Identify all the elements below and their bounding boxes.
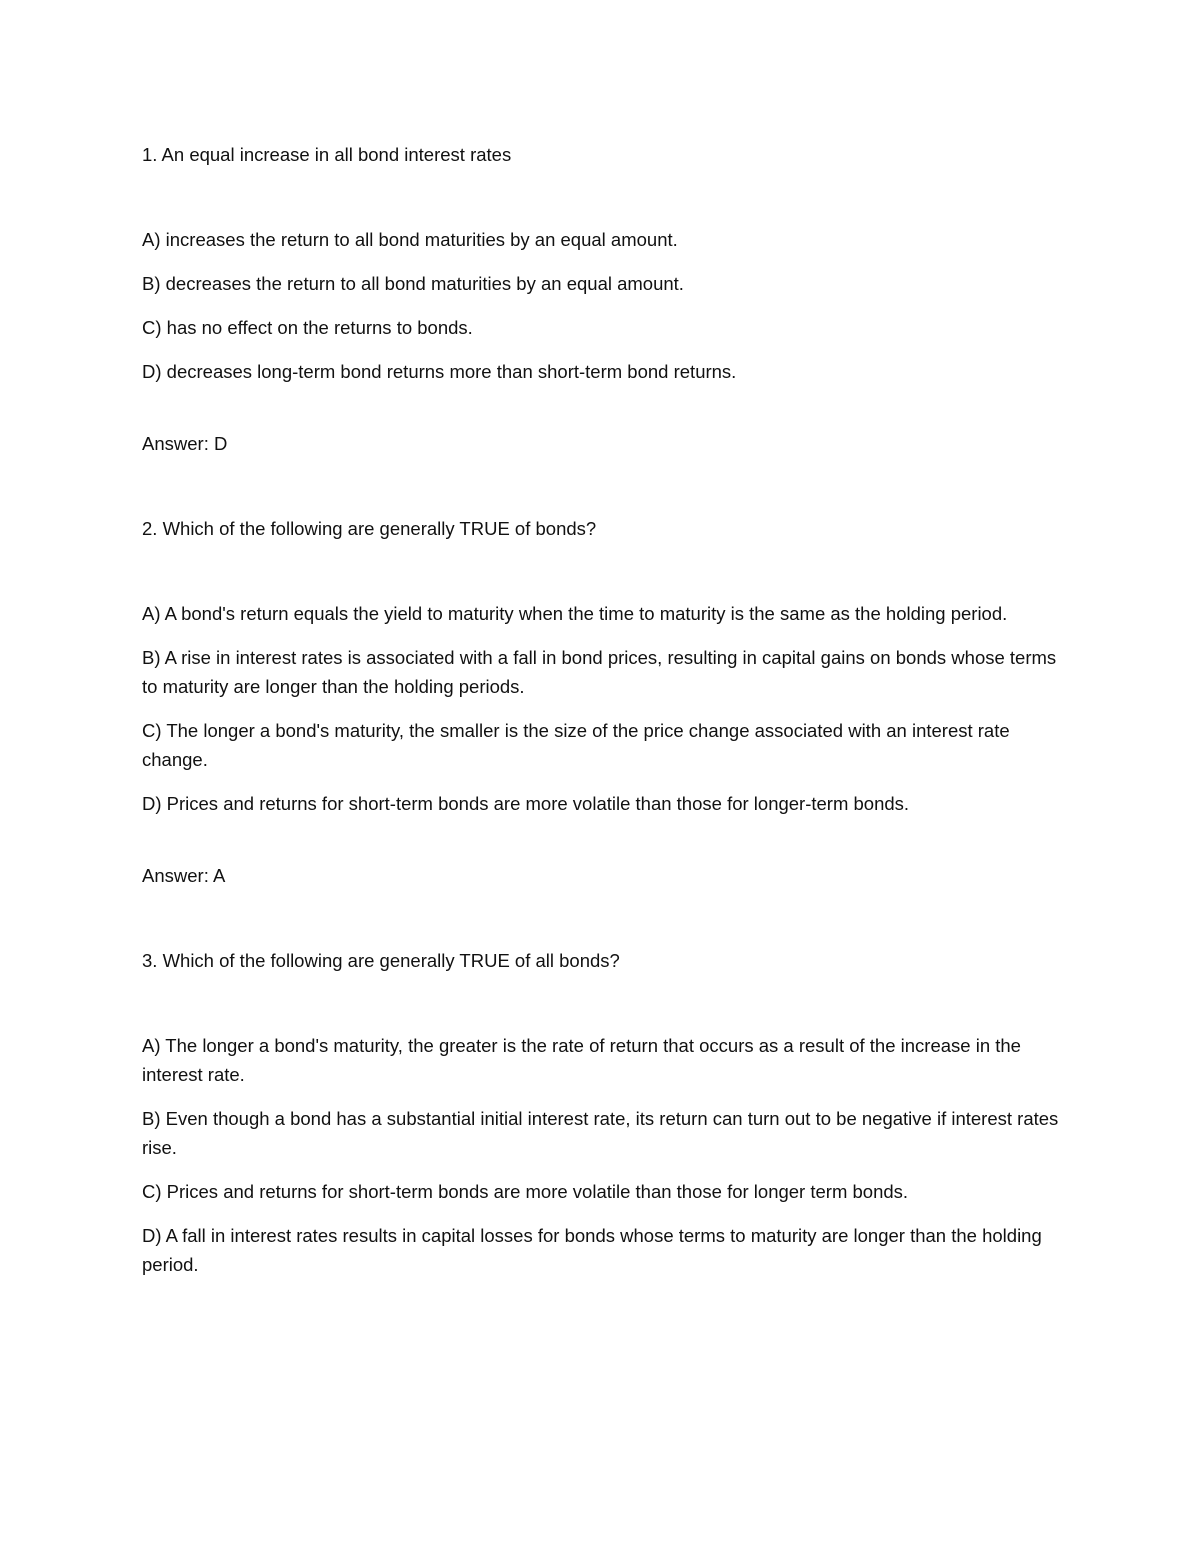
- option-list: [142, 1031, 1062, 1279]
- question-2: [142, 514, 1062, 890]
- option-b: B) A rise in interest rates is associated with a fall in bond prices, resulting in capital gains on bonds whose terms to maturity are longer than the holding periods.: [142, 647, 1057, 697]
- option-d: D) decreases long-term bond returns more than short-term bond returns.: [142, 361, 737, 382]
- question-stem: 3. Which of the following are generally TRUE of all bonds?: [142, 950, 620, 971]
- option-list: [142, 599, 1062, 818]
- option-a: A) increases the return to all bond maturities by an equal amount.: [142, 229, 678, 250]
- option-c: C) has no effect on the returns to bonds.: [142, 317, 473, 338]
- option-a: A) The longer a bond's maturity, the greater is the rate of return that occurs as a result of the increase in the interest rate.: [142, 1035, 1021, 1085]
- option-b: B) Even though a bond has a substantial initial interest rate, its return can turn out to be negative if interest rates rise.: [142, 1108, 1059, 1158]
- document-content: [142, 140, 1062, 1294]
- option-d: D) A fall in interest rates results in capital losses for bonds whose terms to maturity are longer than the holding period.: [142, 1225, 1042, 1275]
- answer-line: Answer: A: [142, 865, 226, 886]
- question-3: [142, 946, 1062, 1279]
- option-d: D) Prices and returns for short-term bonds are more volatile than those for longer-term bonds.: [142, 793, 910, 814]
- question-stem: 1. An equal increase in all bond interest rates: [142, 144, 512, 165]
- option-c: C) Prices and returns for short-term bonds are more volatile than those for longer term bonds.: [142, 1181, 909, 1202]
- option-c: C) The longer a bond's maturity, the smaller is the size of the price change associated with an interest rate change.: [142, 720, 1010, 770]
- option-list: [142, 225, 1062, 386]
- question-stem: 2. Which of the following are generally TRUE of bonds?: [142, 518, 597, 539]
- option-b: B) decreases the return to all bond maturities by an equal amount.: [142, 273, 684, 294]
- answer-line: Answer: D: [142, 433, 228, 454]
- question-1: [142, 140, 1062, 458]
- option-a: A) A bond's return equals the yield to maturity when the time to maturity is the same as the holding period.: [142, 603, 1008, 624]
